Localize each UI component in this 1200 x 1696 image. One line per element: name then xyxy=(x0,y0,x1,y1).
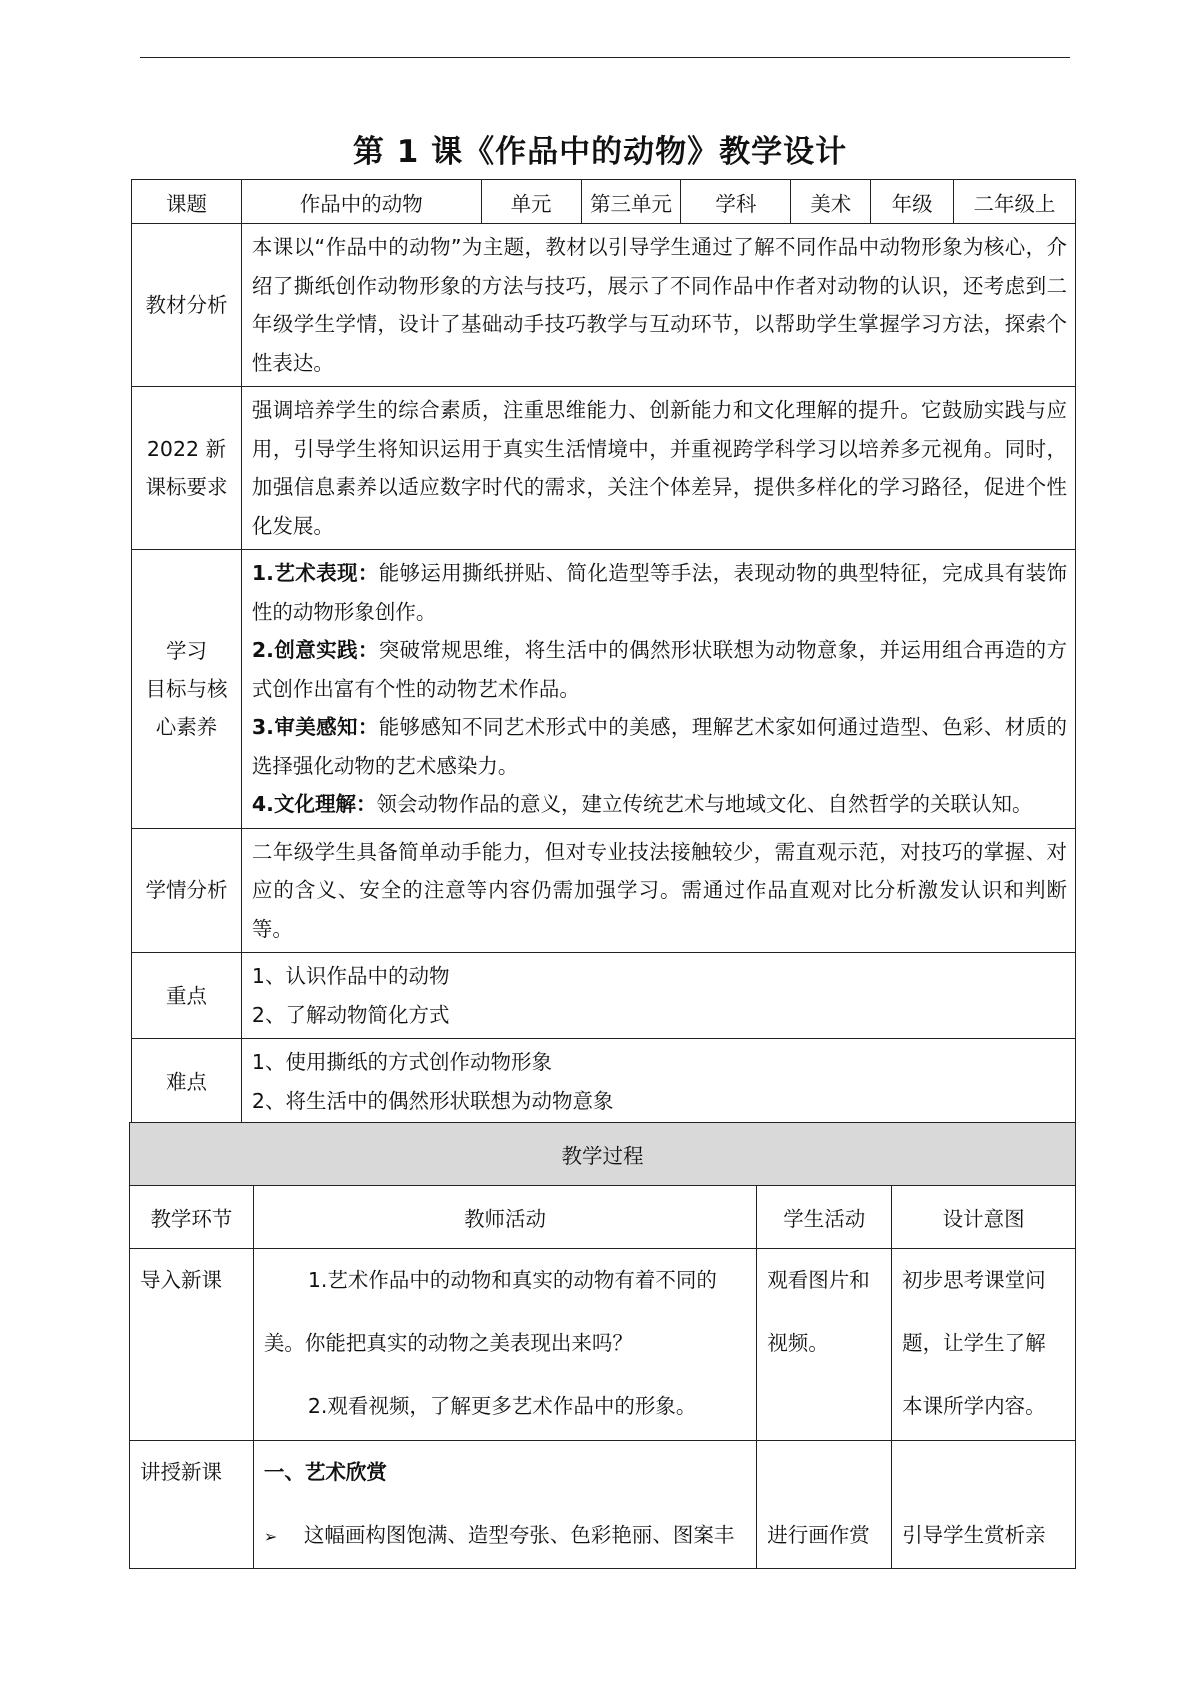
difficulties-label: 难点 xyxy=(132,1039,242,1125)
curriculum-label-line2: 课标要求 xyxy=(145,475,228,499)
topic-label: 课题 xyxy=(132,180,242,224)
key-points-row xyxy=(132,953,1076,1039)
student-activity-intro: 观看图片和视频。 xyxy=(757,1249,892,1441)
curriculum-label xyxy=(132,387,242,550)
difficulty-item: 1、使用撕纸的方式创作动物形象 xyxy=(251,1050,552,1074)
curriculum-row xyxy=(132,387,1076,550)
curriculum-label-line1: 2022 新 xyxy=(146,437,227,461)
difficulties-list xyxy=(241,1039,1075,1125)
key-point-item: 1、认识作品中的动物 xyxy=(251,964,450,988)
learner-analysis-label: 学情分析 xyxy=(132,828,242,953)
lesson-info-table xyxy=(131,179,1076,1165)
unit-value: 第三单元 xyxy=(581,180,681,224)
goals-row xyxy=(132,550,1076,829)
column-teacher: 教师活动 xyxy=(253,1186,756,1249)
topic-value: 作品中的动物 xyxy=(241,180,481,224)
goal-head: 4.文化理解： xyxy=(251,792,377,816)
unit-label: 单元 xyxy=(481,180,581,224)
goal-head: 1.艺术表现： xyxy=(251,561,379,585)
goal-head: 3.审美感知： xyxy=(251,715,379,739)
subject-value: 美术 xyxy=(791,180,871,224)
goal-text: 突破常规思维，将生活中的偶然形状联想为动物意象，并运用组合再造的方式创作出富有个性的动物艺术作品。 xyxy=(251,638,1067,701)
spacer xyxy=(767,1441,881,1504)
process-columns-row xyxy=(130,1186,1076,1249)
subject-label: 学科 xyxy=(681,180,791,224)
process-header-row xyxy=(130,1123,1076,1186)
curriculum-text: 强调培养学生的综合素质，注重思维能力、创新能力和文化理解的提升。它鼓励实践与应用，引导学生将知识运用于真实生活情境中，并重视跨学科学习以培养多元视角。同时，加强信息素养以适应数字时代的需求，关注个体差异，提供多样化的学习路径，促进个性化发展。 xyxy=(241,387,1075,550)
goals-label-line2: 目标与核 xyxy=(145,676,228,701)
student-activity-teaching xyxy=(757,1441,892,1569)
info-row xyxy=(132,180,1076,224)
goal-item xyxy=(252,631,1067,708)
teacher-line: 美。你能把真实的动物之美表现出来吗？ xyxy=(263,1331,633,1355)
teacher-line: 2.观看视频，了解更多艺术作品中的形象。 xyxy=(307,1394,697,1418)
column-student: 学生活动 xyxy=(757,1186,892,1249)
goal-item xyxy=(252,708,1067,785)
teacher-line: 1.艺术作品中的动物和真实的动物有着不同的 xyxy=(307,1268,717,1292)
textbook-analysis-label: 教材分析 xyxy=(132,224,242,387)
difficulties-row xyxy=(132,1039,1076,1125)
grade-value: 二年级上 xyxy=(954,180,1076,224)
section-heading: 一、艺术欣赏 xyxy=(263,1460,387,1484)
teacher-activity-intro xyxy=(253,1249,756,1441)
spacer xyxy=(902,1441,1065,1504)
teacher-activity-teaching xyxy=(253,1441,756,1569)
process-row-intro xyxy=(130,1249,1076,1441)
column-intent: 设计意图 xyxy=(892,1186,1076,1249)
goal-head: 2.创意实践： xyxy=(251,638,379,662)
column-stage: 教学环节 xyxy=(130,1186,254,1249)
goals-label xyxy=(132,550,242,829)
goal-text: 能够感知不同艺术形式中的美感，理解艺术家如何通过造型、色彩、材质的选择强化动物的艺术感染力。 xyxy=(251,715,1067,778)
goals-label-line1: 学习 xyxy=(165,638,207,663)
design-intent-text: 引导学生赏析亲 xyxy=(902,1523,1046,1547)
goal-item xyxy=(252,785,1067,824)
learner-analysis-row xyxy=(132,828,1076,953)
student-activity-text: 进行画作赏 xyxy=(767,1523,870,1547)
goals-text xyxy=(241,550,1075,829)
textbook-analysis-row xyxy=(132,224,1076,387)
page-title: 第 1 课《作品中的动物》教学设计 xyxy=(352,134,848,170)
key-points-list xyxy=(241,953,1075,1039)
goal-text: 领会动物作品的意义，建立传统艺术与地域文化、自然哲学的关联认知。 xyxy=(376,792,1033,816)
goals-label-line3: 心素养 xyxy=(155,714,218,739)
key-point-item: 2、了解动物简化方式 xyxy=(251,1002,450,1027)
key-points-label: 重点 xyxy=(132,953,242,1039)
design-intent-teaching xyxy=(892,1441,1076,1569)
teacher-bullet-line xyxy=(264,1504,746,1568)
teaching-process-table xyxy=(129,1122,1076,1569)
goal-item xyxy=(252,554,1067,631)
process-row-teaching xyxy=(130,1441,1076,1569)
teacher-bullet-text: 这幅画构图饱满、造型夸张、色彩艳丽、图案丰 xyxy=(303,1523,735,1547)
learner-analysis-text: 二年级学生具备简单动手能力，但对专业技法接触较少，需直观示范，对技巧的掌握、对应的含义、安全的注意等内容仍需加强学习。需通过作品直观对比分析激发认识和判断等。 xyxy=(241,828,1075,953)
header-rule xyxy=(140,57,1070,58)
textbook-analysis-text: 本课以“作品中的动物”为主题，教材以引导学生通过了解不同作品中动物形象为核心，介绍了撕纸创作动物形象的方法与技巧，展示了不同作品中作者对动物的认识，还考虑到二年级学生学情，设计了基础动手技巧教学与互动环节，以帮助学生掌握学习方法，探索个性表达。 xyxy=(241,224,1075,387)
goal-text: 能够运用撕纸拼贴、简化造型等手法，表现动物的典型特征，完成具有装饰性的动物形象创作。 xyxy=(251,561,1067,624)
arrow-bullet-icon: ➢ xyxy=(263,1527,278,1546)
design-intent-intro: 初步思考课堂问题，让学生了解本课所学内容。 xyxy=(892,1249,1076,1441)
stage-teaching: 讲授新课 xyxy=(130,1441,254,1569)
stage-intro: 导入新课 xyxy=(130,1249,254,1441)
process-header: 教学过程 xyxy=(130,1123,1076,1186)
grade-label: 年级 xyxy=(871,180,954,224)
difficulty-item: 2、将生活中的偶然形状联想为动物意象 xyxy=(251,1088,614,1113)
